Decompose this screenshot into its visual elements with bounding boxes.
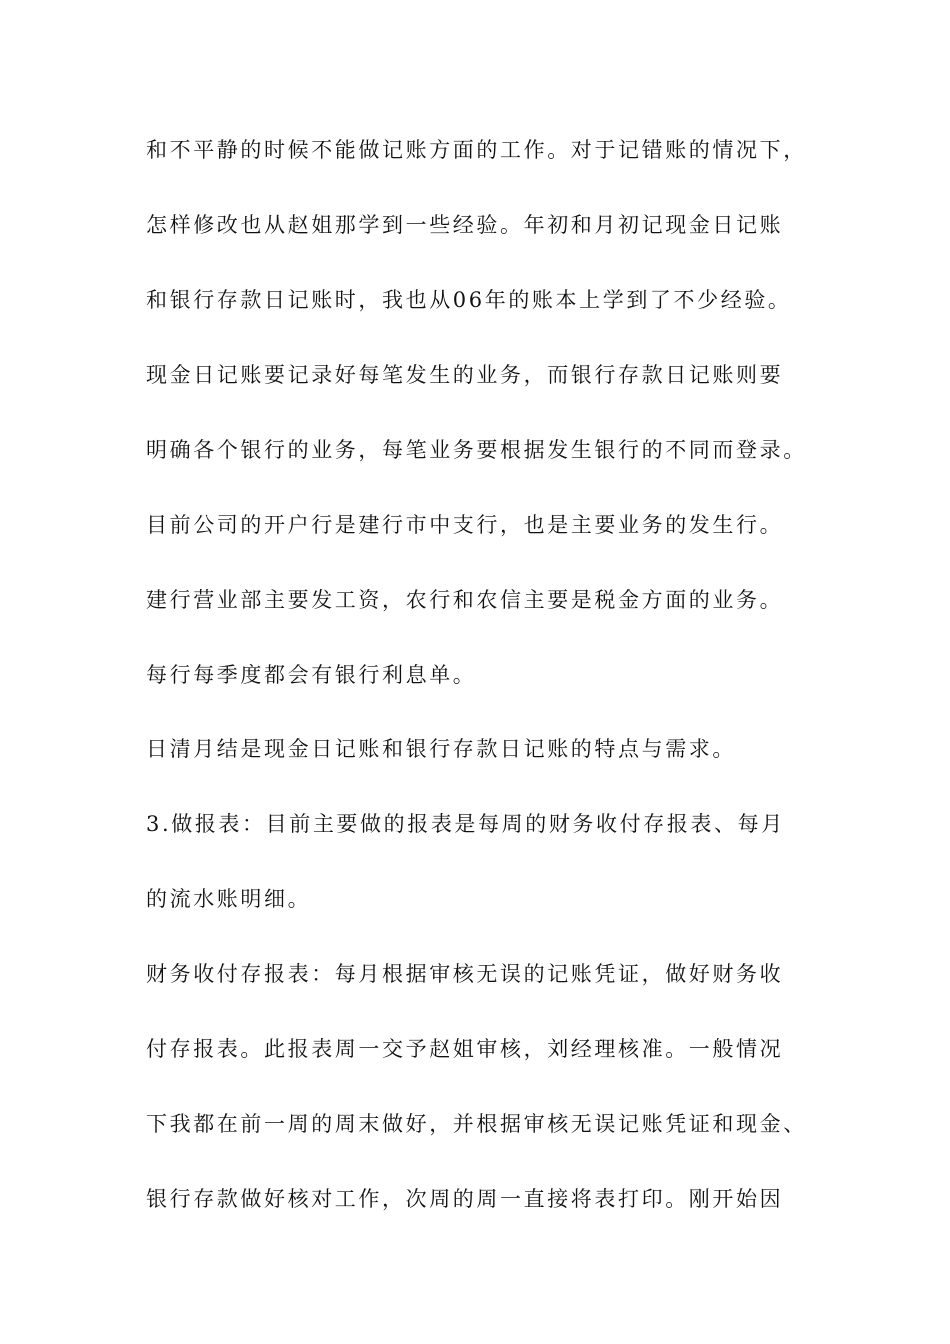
text-line-9: 日清月结是现金日记账和银行存款日记账的特点与需求。 [146,737,736,761]
text-line-15: 银行存款做好核对工作，次周的周一直接将表打印。刚开始因 [146,1187,784,1211]
text-line-14: 下我都在前一周的周末做好，并根据审核无误记账凭证和现金、 [146,1112,807,1136]
text-line-7: 建行营业部主要发工资，农行和农信主要是税金方面的业务。 [146,588,784,612]
text-line-2: 怎样修改也从赵姐那学到一些经验。年初和月初记现金日记账 [146,213,784,237]
text-line-3: 和银行存款日记账时，我也从06年的账本上学到了不少经验。 [146,288,792,312]
text-line-12: 财务收付存报表：每月根据审核无误的记账凭证，做好财务收 [146,962,784,986]
text-line-13: 付存报表。此报表周一交予赵姐审核，刘经理核准。一般情况 [146,1037,784,1061]
text-line-1: 和不平静的时候不能做记账方面的工作。对于记错账的情况下， [146,138,807,162]
text-line-6: 目前公司的开户行是建行市中支行，也是主要业务的发生行。 [146,513,784,537]
text-line-4: 现金日记账要记录好每笔发生的业务，而银行存款日记账则要 [146,363,784,387]
text-line-11: 的流水账明细。 [146,887,312,911]
text-line-8: 每行每季度都会有银行利息单。 [146,663,477,687]
text-line-10: 3.做报表：目前主要做的报表是每周的财务收付存报表、每月 [146,812,785,836]
text-line-5: 明确各个银行的业务，每笔业务要根据发生银行的不同而登录。 [146,438,807,462]
